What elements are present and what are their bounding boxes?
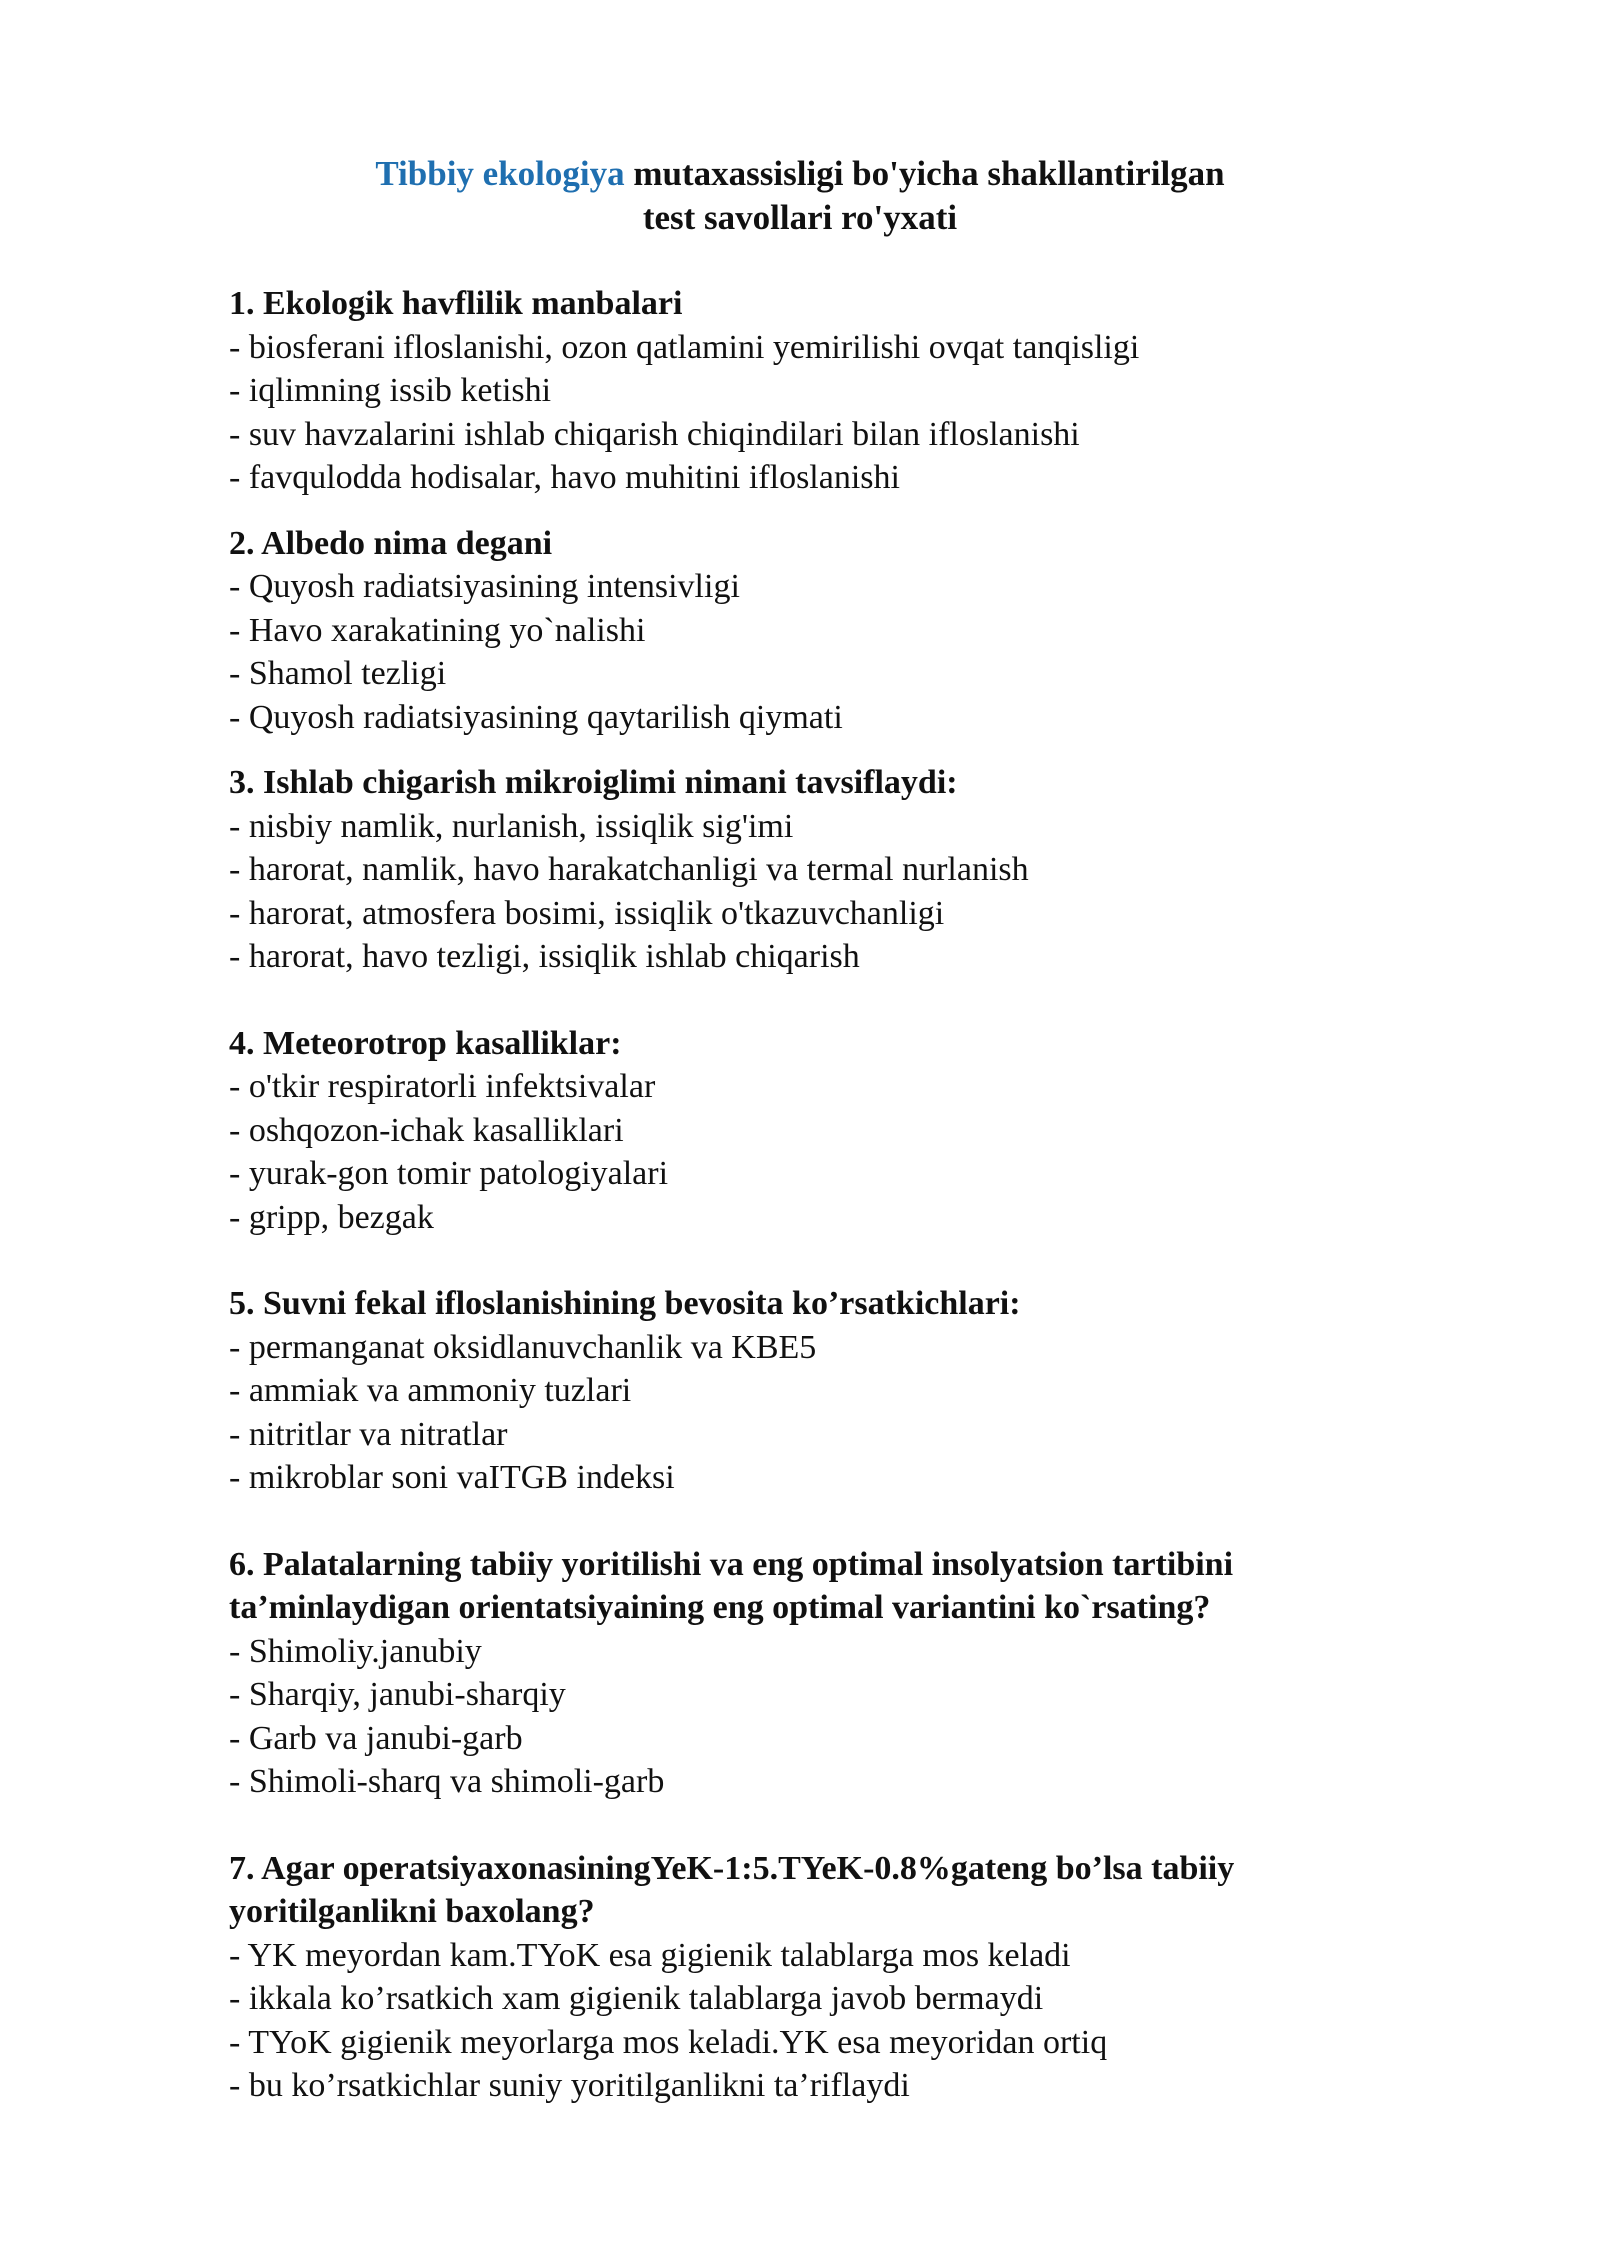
question-list: [229, 282, 1429, 2108]
answer-option: - Havo xarakatining yo`nalishi: [229, 611, 646, 649]
answer-option: - ikkala ko’rsatkich xam gigienik talablarga javob bermaydi: [229, 1980, 1044, 2017]
question-2: [229, 522, 1429, 740]
answer-option: - Garb va janubi-garb: [229, 1719, 523, 1757]
question-4: [229, 1022, 1429, 1240]
answer-option: - yurak-gon tomir patologiyalari: [229, 1155, 669, 1192]
answer-option: - biosferani ifloslanishi, ozon qatlamini yemirilishi ovqat tanqisligi: [229, 328, 1140, 366]
answer-option: - favqulodda hodisalar, havo muhitini ifloslanishi: [229, 459, 900, 496]
answer-option: - Quyosh radiatsiyasining qaytarilish qiymati: [229, 698, 843, 736]
document-title: [0, 152, 1600, 240]
answer-option: - nitritlar va nitratlar: [229, 1415, 508, 1453]
answer-option: - Quyosh radiatsiyasining intensivligi: [229, 568, 740, 605]
answer-option: - YK meyordan kam.TYoK esa gigienik talablarga mos keladi: [229, 1936, 1071, 1974]
question-title: 3. Ishlab chigarish mikroiglimi nimani tavsiflaydi:: [229, 764, 958, 801]
answer-option: - gripp, bezgak: [229, 1198, 434, 1236]
question-title: 5. Suvni fekal ifloslanishining bevosita ko’rsatkichlari:: [229, 1285, 1021, 1322]
question-5: [229, 1282, 1429, 1500]
question-title: 4. Meteorotrop kasalliklar:: [229, 1024, 622, 1062]
question-7: [229, 1847, 1429, 2108]
answer-option: - iqlimning issib ketishi: [229, 372, 552, 409]
title-highlight: Tibbiy ekologiya: [375, 154, 625, 193]
question-3: [229, 761, 1429, 979]
answer-option: - Shamol tezligi: [229, 655, 447, 692]
answer-option: - harorat, havo tezligi, issiqlik ishlab chiqarish: [229, 938, 860, 975]
answer-option: - oshqozon-ichak kasalliklari: [229, 1111, 624, 1149]
answer-option: - mikroblar soni vaITGB indeksi: [229, 1459, 675, 1496]
answer-option: - TYoK gigienik meyorlarga mos keladi.YK esa meyoridan ortiq: [229, 2023, 1108, 2061]
answer-option: - bu ko’rsatkichlar suniy yoritilganlikni ta’riflaydi: [229, 2067, 910, 2104]
answer-option: - harorat, atmosfera bosimi, issiqlik o'tkazuvchanligi: [229, 894, 945, 932]
question-title: 6. Palatalarning tabiiy yoritilishi va eng optimal insolyatsion tartibini ta’minlaydigan orientatsiyaining eng optimal variantini ko`rsating?: [229, 1545, 1234, 1626]
title-rest: mutaxassisligi bo'yicha shakllantirilgan: [624, 154, 1225, 193]
title-line-2: test savollari ro'yxati: [642, 198, 958, 237]
question-1: [229, 282, 1429, 500]
answer-option: - Sharqiy, janubi-sharqiy: [229, 1676, 566, 1713]
question-title: 1. Ekologik havflilik manbalari: [229, 285, 683, 322]
answer-option: - Shimoliy.janubiy: [229, 1632, 482, 1670]
answer-option: - o'tkir respiratorli infektsivalar: [229, 1068, 656, 1105]
title-line-1: [0, 152, 1600, 196]
answer-option: - suv havzalarini ishlab chiqarish chiqindilari bilan ifloslanishi: [229, 415, 1080, 453]
answer-option: - harorat, namlik, havo harakatchanligi va termal nurlanish: [229, 851, 1029, 888]
answer-option: - permanganat oksidlanuvchanlik va KBE5: [229, 1328, 817, 1366]
answer-option: - nisbiy namlik, nurlanish, issiqlik sig'imi: [229, 807, 794, 845]
question-title: 2. Albedo nima degani: [229, 524, 553, 562]
answer-option: - ammiak va ammoniy tuzlari: [229, 1372, 632, 1409]
question-6: [229, 1543, 1429, 1804]
question-title: 7. Agar operatsiyaxonasiningYeK-1:5.TYeK-0.8%gateng bo’lsa tabiiy yoritilganlikni baxolang?: [229, 1849, 1235, 1930]
answer-option: - Shimoli-sharq va shimoli-garb: [229, 1763, 665, 1800]
